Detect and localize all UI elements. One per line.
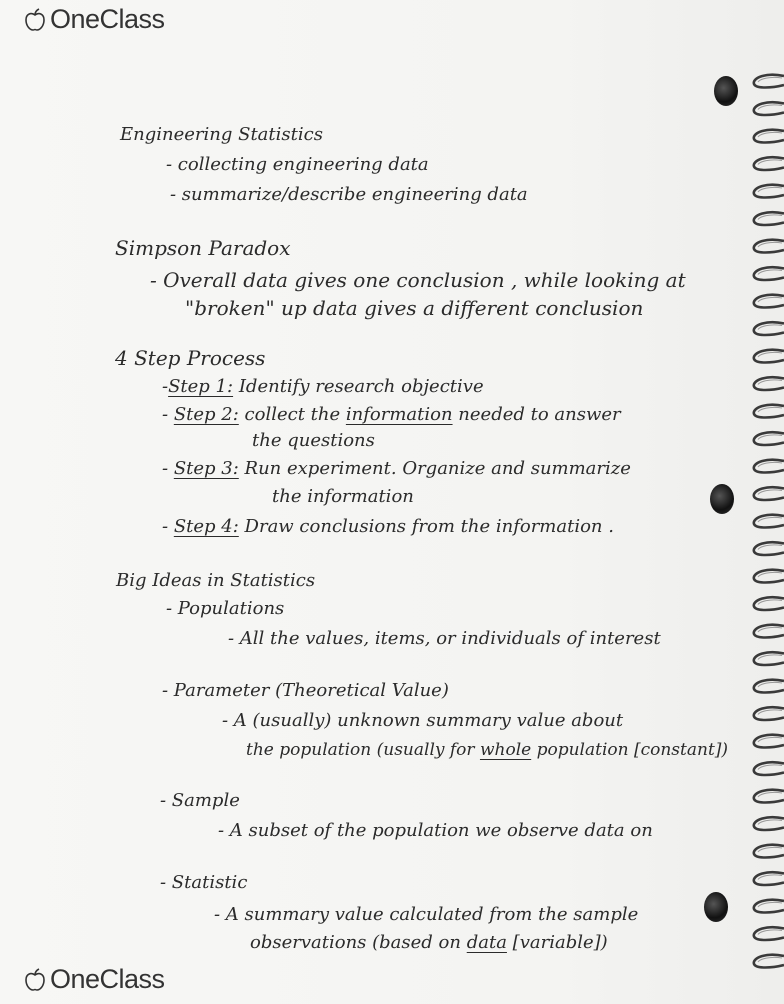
statistic-def-underlined: data xyxy=(466,932,507,953)
section2-line-1: - Overall data gives one conclusion , while looking at xyxy=(150,268,686,292)
sample-term: - Sample xyxy=(160,790,240,811)
coil-highlight xyxy=(758,847,782,852)
coil-highlight xyxy=(758,352,782,357)
binding-hole-icon xyxy=(710,484,734,514)
step-4-text: Draw conclusions from the information . xyxy=(244,516,614,537)
coil-highlight xyxy=(758,462,782,467)
step-2: - Step 2: collect the information needed to answer xyxy=(162,404,621,425)
statistic-definition-2 xyxy=(250,934,608,952)
coil-highlight xyxy=(758,490,782,495)
logo-bottom xyxy=(24,964,165,995)
coil-highlight xyxy=(758,737,782,742)
coil-highlight xyxy=(758,297,782,302)
step-2-text-underlined: information xyxy=(345,404,453,425)
coil-highlight xyxy=(758,627,782,632)
step-2-text-after: needed to answer xyxy=(458,404,621,425)
coil-highlight xyxy=(758,132,782,137)
coil-highlight xyxy=(758,270,782,275)
spiral-binding xyxy=(736,70,784,970)
logo-text: OneClass xyxy=(50,964,165,994)
section1-item-1: - collecting engineering data xyxy=(166,154,429,175)
coil-highlight xyxy=(758,435,782,440)
step-3-label: Step 3: xyxy=(173,458,239,479)
step-4: - Step 4: Draw conclusions from the information . xyxy=(162,516,614,537)
apple-icon xyxy=(24,8,46,32)
statistic-term: - Statistic xyxy=(160,872,248,893)
coil-highlight xyxy=(758,682,782,687)
parameter-def-underlined: whole xyxy=(479,740,532,760)
statistic-definition-1: - A summary value calculated from the sample xyxy=(214,904,639,925)
coil-highlight xyxy=(758,325,782,330)
section1-title: Engineering Statistics xyxy=(120,124,323,145)
step-2-continuation: the questions xyxy=(252,430,375,451)
coil-highlight xyxy=(758,710,782,715)
step-3-text: Run experiment. Organize and summarize xyxy=(244,458,631,479)
statistic-def-after: [variable]) xyxy=(512,932,608,953)
parameter-definition-2 xyxy=(246,742,728,759)
coil-highlight xyxy=(758,902,782,907)
coil-highlight xyxy=(758,765,782,770)
parameter-def-before: the population (usually for xyxy=(246,740,475,760)
section3-title: 4 Step Process xyxy=(115,346,266,370)
step-1-label: Step 1: xyxy=(168,376,234,397)
parameter-term: - Parameter (Theoretical Value) xyxy=(162,680,449,701)
coil-highlight xyxy=(758,600,782,605)
section4-title: Big Ideas in Statistics xyxy=(116,570,316,591)
apple-icon xyxy=(24,968,46,992)
logo-text: OneClass xyxy=(50,4,165,34)
section2-title: Simpson Paradox xyxy=(115,236,291,260)
coil-highlight xyxy=(758,242,782,247)
section2-line-2: "broken" up data gives a different conclusion xyxy=(185,296,644,320)
step-3: - Step 3: Run experiment. Organize and summarize xyxy=(162,458,631,479)
parameter-definition-1: - A (usually) unknown summary value about xyxy=(222,710,624,731)
binding-hole-icon xyxy=(714,76,738,106)
populations-term: - Populations xyxy=(166,598,285,619)
coil-highlight xyxy=(758,105,782,110)
step-1-text: Identify research objective xyxy=(238,376,484,397)
coil-highlight xyxy=(758,875,782,880)
binding-hole-icon xyxy=(704,892,728,922)
step-2-text-before: collect the xyxy=(244,404,341,425)
coil-highlight xyxy=(758,160,782,165)
step-4-label: Step 4: xyxy=(173,516,239,537)
coil-highlight xyxy=(758,517,782,522)
coil-highlight xyxy=(758,215,782,220)
coil-highlight xyxy=(758,655,782,660)
statistic-def-before: observations (based on xyxy=(250,932,461,953)
sample-definition: - A subset of the population we observe data on xyxy=(218,820,653,841)
coil-highlight xyxy=(758,77,782,82)
step-2-label: Step 2: xyxy=(173,404,239,425)
section1-item-2: - summarize/describe engineering data xyxy=(170,184,528,205)
coil-highlight xyxy=(758,407,782,412)
coil-highlight xyxy=(758,957,782,962)
coil-highlight xyxy=(758,187,782,192)
coil-highlight xyxy=(758,545,782,550)
coil-highlight xyxy=(758,572,782,577)
logo-top xyxy=(24,4,165,35)
populations-definition: - All the values, items, or individuals of interest xyxy=(228,628,661,649)
coil-highlight xyxy=(758,380,782,385)
coil-highlight xyxy=(758,792,782,797)
coil-highlight xyxy=(758,930,782,935)
parameter-def-after: population [constant]) xyxy=(536,740,729,760)
step-3-continuation: the information xyxy=(272,486,414,507)
coil-highlight xyxy=(758,820,782,825)
step-1: -Step 1: Identify research objective xyxy=(162,376,484,397)
